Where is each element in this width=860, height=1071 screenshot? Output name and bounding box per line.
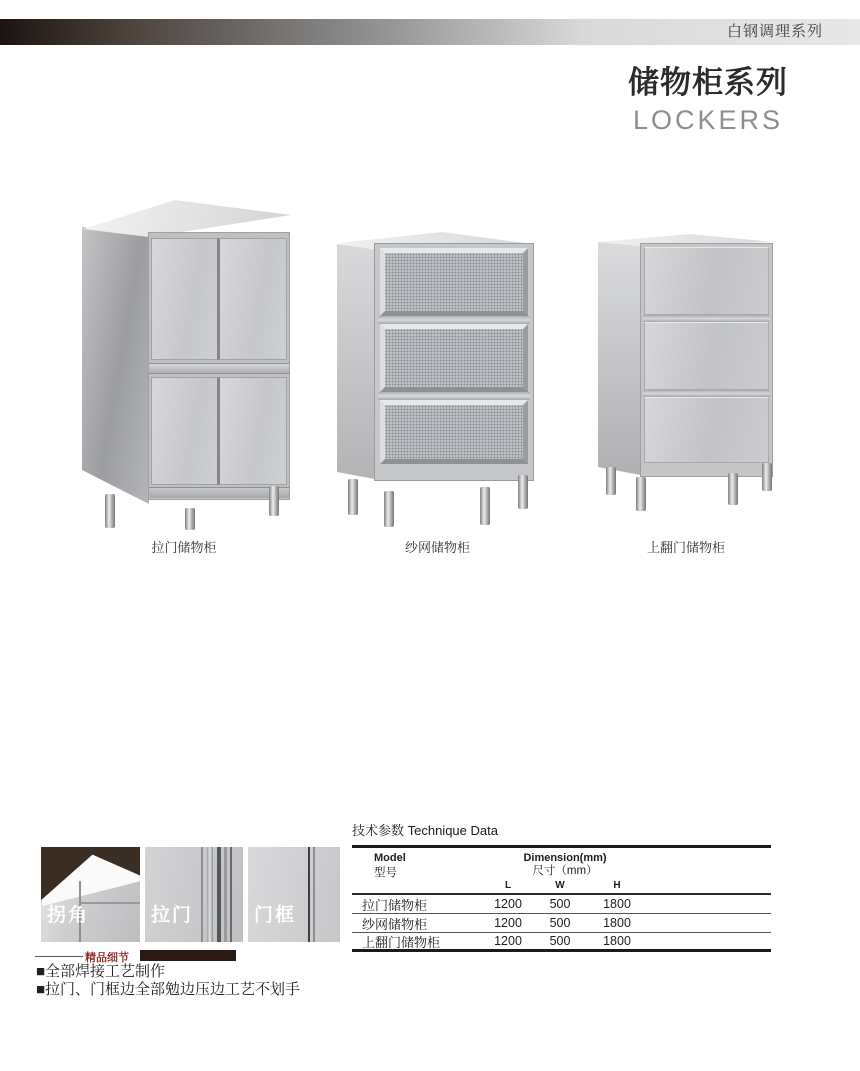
flip-door-panel — [644, 247, 769, 315]
col-label-w: W — [555, 880, 565, 892]
cell-w: 500 — [549, 897, 571, 912]
cabinet-leg — [348, 479, 358, 515]
flip-door-panel — [644, 397, 769, 463]
feature-item: ■拉门、门框边全部勉边压边工艺不划手 — [36, 981, 301, 998]
cabinet-leg — [518, 475, 528, 509]
header-band — [0, 19, 860, 45]
panel-rail — [378, 316, 530, 324]
cabinet-leg — [480, 487, 490, 525]
page-subtitle: LOCKERS — [632, 105, 784, 135]
cabinet-front-panel — [640, 243, 773, 477]
page-title: 储物柜系列 — [628, 65, 788, 100]
table-header-model — [352, 852, 482, 880]
panel-rail — [378, 392, 530, 400]
door-track-line — [224, 847, 227, 942]
cabinet-leg — [105, 494, 115, 528]
product-caption: 纱网储物柜 — [404, 540, 470, 555]
cabinet-leg — [269, 486, 279, 516]
cabinet-side-panel — [330, 229, 380, 484]
door-track-line — [207, 847, 213, 942]
cell-w: 500 — [549, 916, 571, 931]
flip-door-panel — [644, 322, 769, 390]
tag-label: 精品细节 — [85, 952, 129, 964]
title-block — [598, 57, 818, 136]
cabinet-leg — [185, 508, 195, 530]
feature-list — [36, 963, 300, 999]
bottom-rail — [149, 487, 289, 498]
table-header — [352, 848, 771, 880]
cabinet-side-panel — [75, 196, 155, 508]
mesh-panel — [380, 400, 528, 464]
cell-w: 500 — [549, 934, 571, 949]
cell-h: 1800 — [603, 916, 631, 931]
product-image-mesh-locker — [330, 229, 545, 529]
door-track-line — [217, 847, 221, 942]
frame-edge-line — [308, 847, 310, 942]
panel-rail — [643, 315, 770, 322]
mid-rail — [149, 363, 289, 374]
cabinet-leg — [606, 467, 616, 495]
panel-rail — [643, 390, 770, 397]
cabinet-leg — [636, 477, 646, 511]
table-subheader-lwh — [352, 880, 771, 895]
col-label-h: H — [613, 880, 621, 892]
cabinet-front-panel — [374, 243, 534, 481]
product-image-sliding-door-locker — [75, 196, 293, 531]
detail-label: 门框 — [254, 905, 297, 926]
detail-label: 拐角 — [47, 905, 90, 926]
series-label: 白钢调理系列 — [726, 23, 823, 40]
cell-model: 拉门储物柜 — [362, 897, 428, 913]
sliding-door — [151, 377, 221, 485]
mesh-panel — [380, 248, 528, 316]
header-dim-en: Dimension(mm) — [523, 852, 607, 864]
cell-model: 上翻门储物柜 — [362, 934, 441, 950]
table-row — [352, 895, 771, 914]
cell-l: 1200 — [494, 897, 522, 912]
tag-bar — [140, 950, 236, 961]
cabinet-side-panel — [592, 231, 646, 479]
col-label-l: L — [504, 880, 512, 892]
product-caption: 上翻门储物柜 — [646, 540, 725, 555]
door-track-line — [201, 847, 203, 942]
detail-label: 拉门 — [151, 905, 194, 926]
cell-l: 1200 — [494, 916, 522, 931]
header-model-zh: 型号 — [374, 866, 397, 879]
door-row-bottom — [151, 375, 287, 487]
cabinet-leg — [384, 491, 394, 527]
cell-l: 1200 — [494, 934, 522, 949]
door-row-top — [151, 236, 287, 362]
technique-data-table — [352, 845, 771, 952]
cell-h: 1800 — [603, 934, 631, 949]
header-dim-zh: 尺寸（mm） — [532, 865, 598, 878]
tag-rule-line — [35, 956, 83, 957]
cabinet-front-panel — [148, 232, 290, 500]
header-model-en: Model — [374, 852, 406, 864]
cabinet-leg — [728, 473, 738, 505]
cabinet-leg — [762, 463, 772, 491]
feature-item: ■全部焊接工艺制作 — [36, 963, 166, 980]
table-row — [352, 914, 771, 933]
mesh-panel — [380, 324, 528, 392]
sliding-door — [151, 238, 221, 360]
table-title: 技术参数 Technique Data — [352, 823, 498, 838]
frame-edge-line — [313, 847, 315, 942]
product-caption: 拉门储物柜 — [151, 540, 217, 555]
detail-image-corner — [41, 847, 140, 942]
detail-image-sliding-door — [145, 847, 243, 942]
spacer — [352, 880, 482, 893]
sliding-door — [217, 377, 287, 485]
sliding-door — [217, 238, 287, 360]
door-track-line — [230, 847, 232, 942]
table-header-dimension — [482, 852, 648, 880]
cell-model: 纱网储物柜 — [362, 916, 428, 932]
cell-h: 1800 — [603, 897, 631, 912]
product-image-flip-door-locker — [592, 231, 780, 521]
detail-image-door-frame — [248, 847, 340, 942]
table-row — [352, 933, 771, 952]
